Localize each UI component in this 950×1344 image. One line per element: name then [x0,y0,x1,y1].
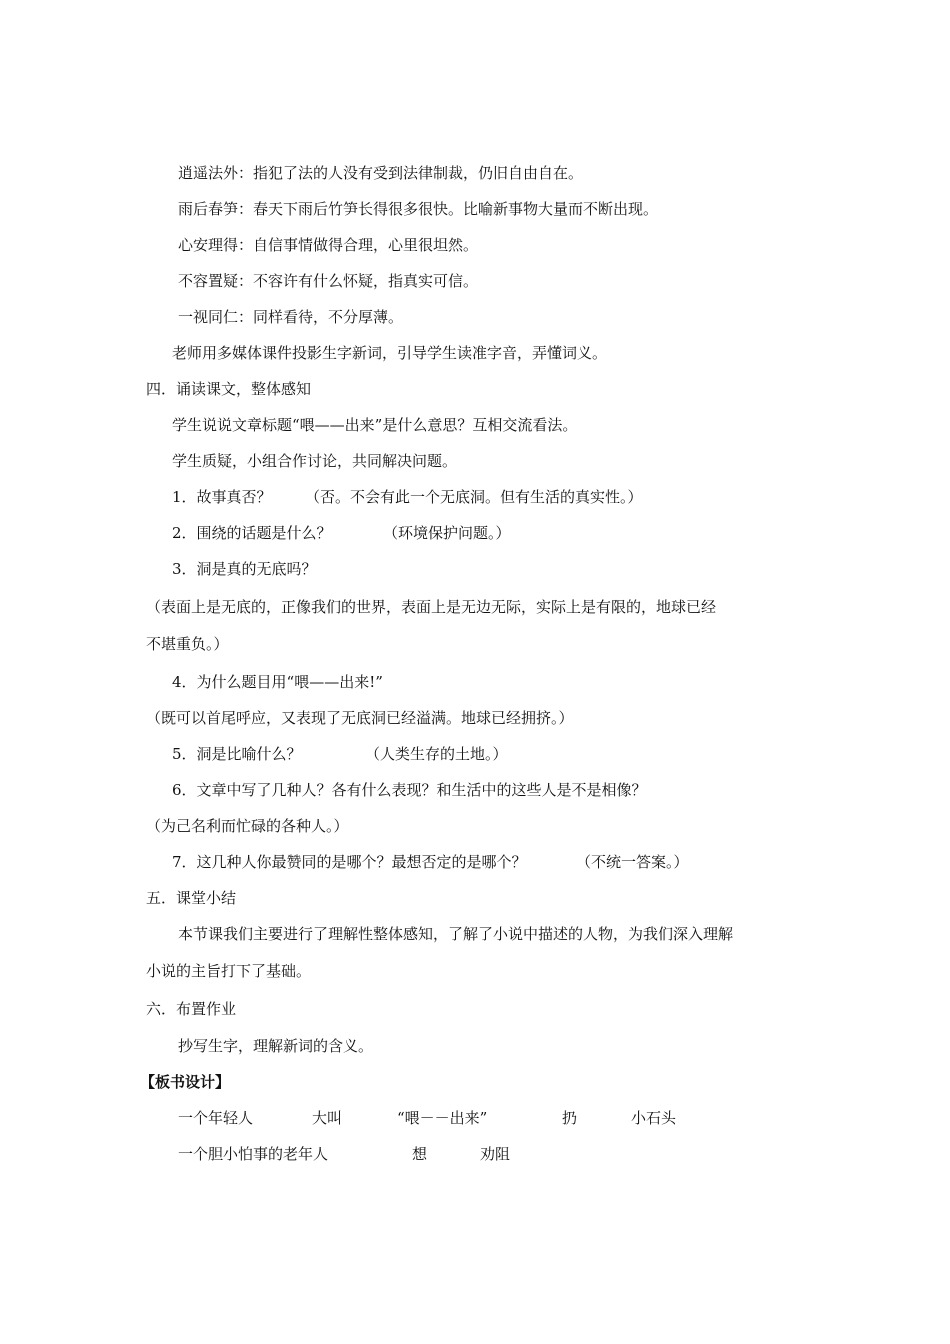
board-cell: 扔 [562,1109,578,1127]
answer-continued: 不堪重负。） [146,635,229,653]
paragraph: 学生质疑，小组合作讨论，共同解决问题。 [172,452,458,470]
answer: （既可以首尾呼应，又表现了无底洞已经溢满。地球已经拥挤。） [146,709,574,727]
board-cell: 一个胆小怕事的老年人 [178,1145,329,1163]
board-cell: “喂－－出来” [397,1109,488,1127]
question: 1．故事真否？ [172,488,272,506]
board-cell: 大叫 [312,1109,343,1127]
paragraph: 学生说说文章标题“喂——出来”是什么意思？互相交流看法。 [172,416,578,434]
answer: （不统一答案。） [576,853,689,871]
board-cell: 想 [412,1145,428,1163]
answer: （表面上是无底的，正像我们的世界，表面上是无边无际，实际上是有限的，地球已经 [146,598,717,616]
question: 5．洞是比喻什么？ [172,745,302,763]
teacher-note: 老师用多媒体课件投影生字新词，引导学生读准字音，弄懂词义。 [172,344,608,362]
section-heading: 六．布置作业 [146,1000,237,1018]
vocab-item: 雨后春笋：春天下雨后竹笋长得很多很快。比喻新事物大量而不断出现。 [178,200,659,218]
answer: （人类生存的土地。） [365,745,508,763]
vocab-item: 心安理得：自信事情做得合理，心里很坦然。 [178,236,479,254]
question: 6．文章中写了几种人？各有什么表现？和生活中的这些人是不是相像？ [172,781,647,799]
question: 2．围绕的话题是什么？ [172,524,332,542]
paragraph-continued: 小说的主旨打下了基础。 [146,962,312,980]
vocab-item: 一视同仁：同样看待，不分厚薄。 [178,308,404,326]
board-cell: 小石头 [631,1109,677,1127]
vocab-item: 不容置疑：不容许有什么怀疑，指真实可信。 [178,272,479,290]
question: 4．为什么题目用“喂——出来!” [172,673,383,691]
question: 7．这几种人你最赞同的是哪个？最想否定的是哪个？ [172,853,527,871]
section-heading: 四．诵读课文，整体感知 [146,380,312,398]
question: 3．洞是真的无底吗？ [172,560,317,578]
paragraph: 抄写生字，理解新词的含义。 [178,1037,374,1055]
board-cell: 劝阻 [480,1145,511,1163]
answer: （环境保护问题。） [383,524,511,542]
paragraph: 本节课我们主要进行了理解性整体感知，了解了小说中描述的人物，为我们深入理解 [178,925,734,943]
answer: （为己名利而忙碌的各种人。） [146,817,349,835]
section-heading: 五．课堂小结 [146,889,237,907]
board-heading: 【板书设计】 [140,1073,231,1091]
vocab-item: 逍遥法外：指犯了法的人没有受到法律制裁，仍旧自由自在。 [178,164,584,182]
board-cell: 一个年轻人 [178,1109,254,1127]
answer: （否。不会有此一个无底洞。但有生活的真实性。） [305,488,643,506]
